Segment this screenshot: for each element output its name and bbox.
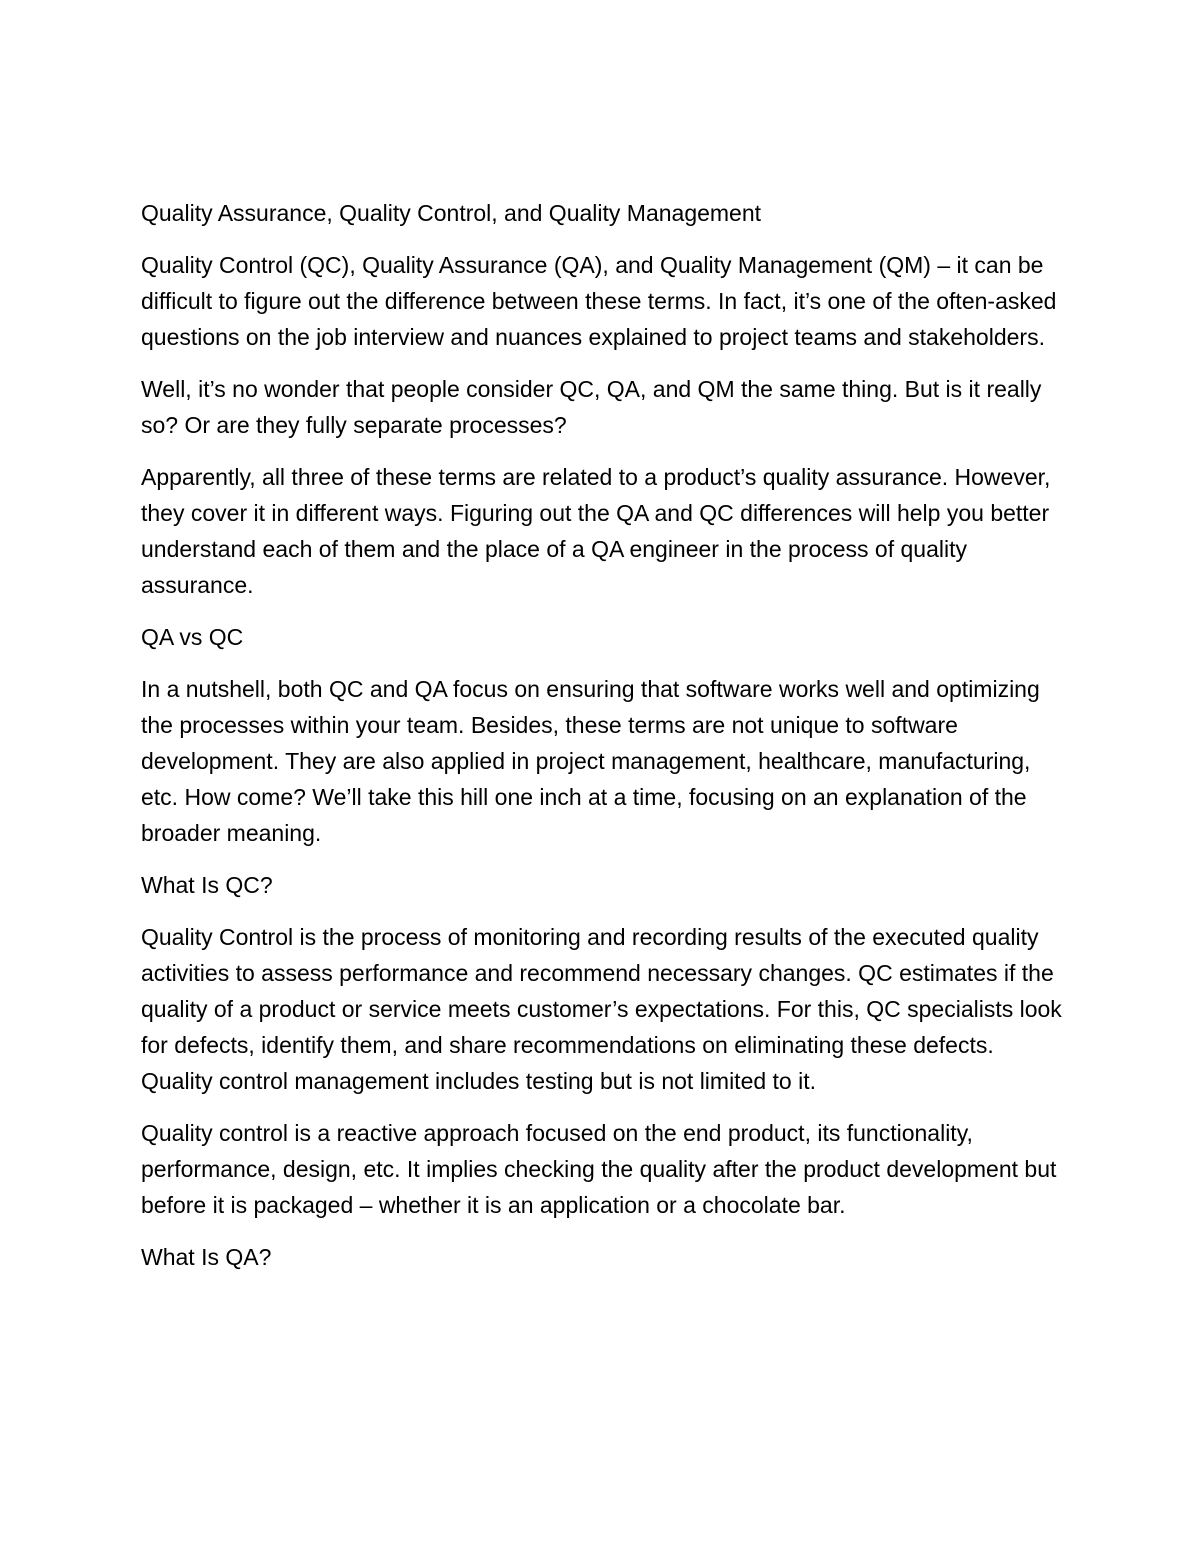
qa-vs-qc-paragraph: In a nutshell, both QC and QA focus on ensuring that software works well and optimizing the processes within your team. Besides, these terms are not unique to software development. They are also applied in project management, healthcare, manufacturing, etc. How come? We’ll take this hill one inch at a time, focusing on an explanation of the broader meaning. <box>141 676 1040 846</box>
section-heading-what-is-qa: What Is QA? <box>141 1244 272 1270</box>
what-is-qc-paragraph-2: Quality control is a reactive approach focused on the end product, its functionality, performance, design, etc. It implies checking the quality after the product development but before it is packaged – whether it is an application or a chocolate bar. <box>141 1120 1057 1218</box>
section-heading-qa-vs-qc: QA vs QC <box>141 624 244 650</box>
document-body <box>141 195 1071 1291</box>
section-heading-what-is-qc: What Is QC? <box>141 872 273 898</box>
intro-paragraph-1: Quality Control (QC), Quality Assurance (QA), and Quality Management (QM) – it can be difficult to figure out the difference between these terms. In fact, it’s one of the often-asked questions on the job interview and nuances explained to project teams and stakeholders. <box>141 252 1057 350</box>
what-is-qc-paragraph-1: Quality Control is the process of monitoring and recording results of the executed quality activities to assess performance and recommend necessary changes. QC estimates if the quality of a product or service meets customer’s expectations. For this, QC specialists look for defects, identify them, and share recommendations on eliminating these defects. Quality control management includes testing but is not limited to it. <box>141 924 1062 1094</box>
document-title: Quality Assurance, Quality Control, and Quality Management <box>141 200 762 226</box>
intro-paragraph-2: Well, it’s no wonder that people consider QC, QA, and QM the same thing. But is it really so? Or are they fully separate processes? <box>141 376 1042 438</box>
intro-paragraph-3: Apparently, all three of these terms are related to a product’s quality assurance. However, they cover it in different ways. Figuring out the QA and QC differences will help you better understand each of them and the place of a QA engineer in the process of quality assurance. <box>141 464 1051 598</box>
